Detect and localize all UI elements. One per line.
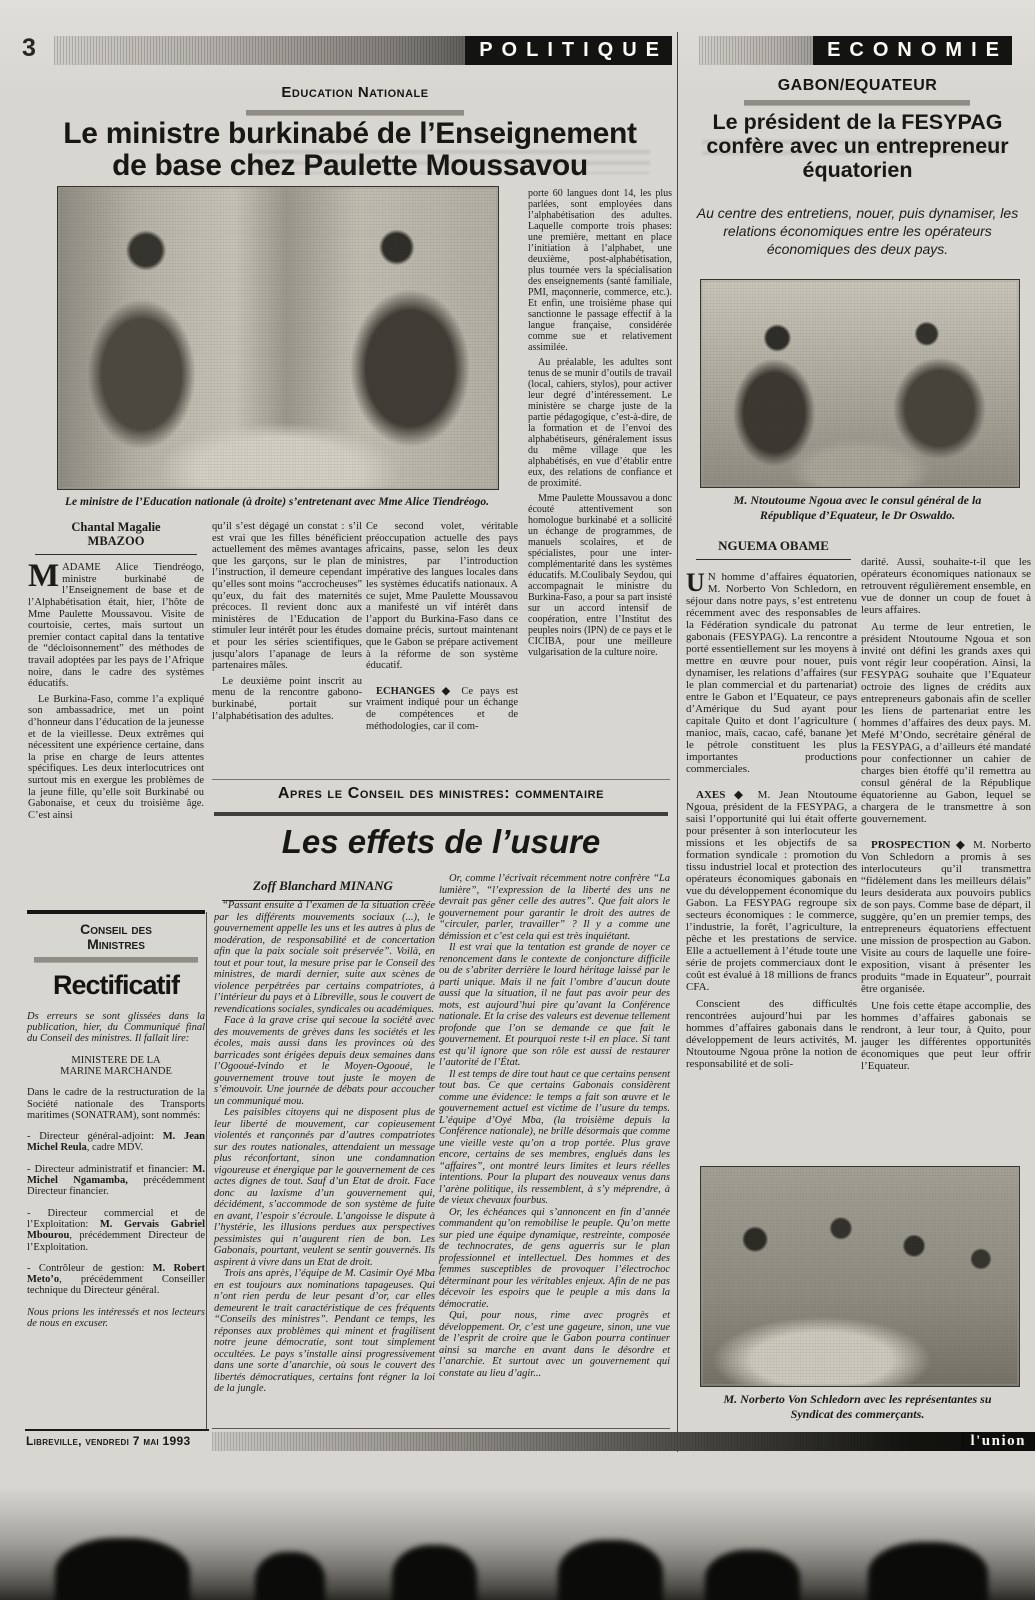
page-number: 3 [22, 34, 36, 62]
commentary-kicker-rule [214, 812, 668, 816]
article-paragraph: Les paisibles citoyens qui ne disposent plus de leur liberté de mouvement, car copieusement violentés et rançonnés par d’autres compatriotes sur des routes nationales, attendaient un message plus réconfortant, sinon une condamnation vigoureuse et énergique par le gouvernement de ces actes dignes de tout. Sauf d’un Etat de droit. Face donc au laxisme d’un gouvernement qui, décidément, s’accommode de son système de fuite en avant, l’espoir s’écroule. L’angoisse le dispute à l’hystérie, les illusions perdues aux perspectives pessimistes qui n’augurent rien de bon. Les Gabonais, pourtant, veulent se sentir gouvernés. Ils aspirent à vivre dans un Etat de droit. [214, 1107, 435, 1268]
article-paragraph: AXES ◆ M. Jean Ntoutoume Ngoua, président de la FESYPAG, a saisi l’opportunité qui lui était offerte pour présenter à son interlocuteur les missions et les objectifs de sa formation syndicale : promotion du tissu industriel local et protection des opérateurs économiques gabonais en vue du développement économique du Gabon. La FESYPAG regroupe six secteurs économiques : le commerce, l’industrie, la forêt, l’agriculture, la pêche et les prestations de service. Elle a actuellement à l’étude toute une série de projets commerciaux dont le coût est évalué à 18 millions de francs CFA. [686, 789, 857, 993]
article-paragraph: Nous prions les intéressés et nos lecteurs de nous en excuser. [27, 1306, 205, 1330]
fesypag-byline: NGUEMA OBAME [696, 538, 851, 560]
education-column-1 [28, 520, 204, 821]
article-paragraph: Le deuxième point inscrit au menu de la rencontre gabono-burkinabé, portait sur l’alphabétisation des adultes. [212, 675, 362, 722]
photo-fesypag-meeting [700, 279, 1020, 488]
fesypag-headline-line2: confère avec un entrepreneur [706, 134, 1009, 159]
commentary-column-b [439, 873, 670, 1379]
education-column-2 [212, 521, 362, 722]
article-paragraph: porte 60 langues dont 14, les plus parlées, sont employées dans l’alphabétisation des adultes. Laquelle comporte trois phases: une première, mettant en place l’initiation à l’alphabet, une deuxième, post-alphabétisation, plus tournée vers la spécialisation des enseignements (santé familiale, PMI, maçonnerie, commerce, etc.). Et enfin, une troisième phase qui sanctionne le passage effectif à la langue française, considérée comme sue et relativement assimilée. [528, 188, 672, 353]
footer-date: Libreville, vendredi 7 mai 1993 [26, 1434, 191, 1448]
paragraph-lead-word: AXES ◆ [696, 789, 749, 801]
section-divider-line [677, 32, 678, 1452]
commentary-kicker: Apres le Conseil des ministres: commentaire [277, 785, 605, 802]
economie-section-bar [699, 36, 1012, 65]
article-paragraph: U N homme d’affaires équatorien, M. Norberto Von Schledorn, en séjour dans notre pays, s’est entretenu récemment avec des responsables de la Fédération syndicale du patronat gabonais (FESYPAG). La rencontre a porté essentiellement sur les moyens à mettre en œuvre pour nouer, puis dynamiser, les relations d’affaires (sur le plan commercial et du partenariat) entre le Gabon et l’Equateur, ce pays d’Amérique du Sud ayant pour capitale Quito et dont l’agriculture ( manioc, maïs, cacao, café, banane )et le pétrole constituent les plus importantes productions commerciales. [686, 568, 857, 775]
education-headline-line2: de base chez Paulette Moussavou [112, 149, 588, 183]
education-headline [28, 118, 672, 183]
scan-artifact-blob [392, 1545, 477, 1600]
photo-syndicat-group [700, 1166, 1020, 1387]
rectificatif-kicker-rule [34, 957, 198, 962]
fesypag-kicker: GABON/EQUATEUR [777, 77, 938, 94]
dropcap-letter: U [686, 568, 705, 597]
commentary-title: Les effets de l’usure [281, 823, 601, 860]
education-kicker: Education Nationale [281, 84, 429, 101]
appointee-name: M. Jean Michel Reula [27, 1131, 205, 1154]
article-paragraph: Trois ans après, l’équipe de M. Casimir Oyé Mba en est toujours aux nominations tapageuses. Qui n’ont rien perdu de leur pesant d’or, car elles demeurent le trait caractéristique de ces fréquents “Conseils des ministres”. Pendant ce temps, les réponses aux problèmes qui minent et fragilisent notre jeune démocratie, sont tout simplement occultées. Le pays s’installe ainsi progressivement dans une sorte d’anarchie, où sous le couvert des libertés démocratiques, certains font régner la loi de la jungle. [214, 1268, 435, 1394]
masthead-bar [212, 1432, 1035, 1451]
article-paragraph: Dans le cadre de la restructuration de la Société nationale des Transports maritimes (SONATRAM), sont nommés: [27, 1087, 205, 1121]
scan-artifact-blob [55, 1538, 190, 1600]
rectificatif-kicker-line2: Ministres [87, 936, 145, 953]
commentary-bottom-rule [212, 1428, 670, 1429]
scan-artifact-blob [705, 1550, 800, 1600]
education-photo-caption: Le ministre de l’Education nationale (à droite) s’entretenant avec Mme Alice Tiendréogo. [65, 496, 489, 508]
article-paragraph: Ds erreurs se sont glissées dans la publication, hier, du Communiqué final du Conseil des ministres. Il fallait lire: [27, 1010, 205, 1045]
ministry-name: MINISTERE DE LA MARINE MARCHANDE [60, 1054, 172, 1077]
scan-artifact-blob [868, 1542, 988, 1600]
article-paragraph: Or, les échéances qui s’annoncent en fin d’année commandent qu’on remobilise le peuple. Qu’on mette sur pied une équipe dynamique, restreinte, composée de technocrates, de gens aguerris sur le plan professionnel et intellectuel. Des hommes et des femmes susceptibles de provoquer l’électrochoc déterminant pour les véritables enjeux. Afin de ne pas décevoir les espoirs que le peuple a mis dans la démocratie. [439, 1206, 670, 1310]
paragraph-lead-word: ECHANGES ◆ [376, 685, 455, 697]
appointment-item: - Directeur commercial et de l’Exploitation: M. Gervais Gabriel Mbourou, précédemment Directeur de l’Exploitation. [27, 1207, 205, 1253]
commentary-top-rule [212, 779, 670, 780]
politique-section-bar [54, 36, 672, 65]
dropcap-letter: M [28, 558, 60, 595]
fesypag-kicker-rule [744, 100, 970, 105]
commentary-column-a [214, 900, 435, 1395]
appointee-name: M. Robert Meto’o [27, 1262, 205, 1286]
sidebar-divider-line [206, 912, 207, 1429]
rectificatif-article [27, 910, 205, 1336]
article-paragraph: Qui, pour nous, rime avec progrès et développement. Or, c’est une gageure, sinon, une vue de l’esprit de croire que le Gabon pourra continuer ainsi sa marche en avant dans le désordre et l’anarchie. Et surtout avec un gouvernement qui constate au lieu d’agir... [439, 1310, 670, 1379]
article-paragraph: Une fois cette étape accomplie, des hommes d’affaires gabonais se rendront, à leur tour, à Quito, pour jauger les différentes opportunités économiques que peut leur offrir l’Equateur. [861, 1000, 1031, 1072]
paragraph-lead-word: PROSPECTION ◆ [871, 839, 968, 851]
education-headline-line1: Le ministre burkinabé de l’Enseignement [63, 117, 637, 150]
appointee-name: M. Michel Ngamamba, [27, 1163, 205, 1187]
fesypag-headline-line1: Le président de la FESYPAG [712, 110, 1003, 134]
article-paragraph: darité. Aussi, souhaite-t-il que les opérateurs économiques nationaux se retrouvent régulièrement ensemble, en vue de donner un coup de fouet à leurs affaires. [861, 556, 1031, 616]
fesypag-photo2-caption: M. Norberto Von Schledorn avec les représentantes su Syndicat des commerçants. [723, 1392, 992, 1421]
article-paragraph: Au préalable, les adultes sont tenus de se munir d’outils de travail (local, cahiers, stylos), pour activer leur degré d’intéressement. Le ministère se charge juste de la partie pédagogique, c’est-à-dire, de la formation et de l’envoi des alphabétiseurs, généralement issus du même village que les alphabétisés, en vue d’établir entre eux, des relations de confiance et de proximité. [528, 357, 672, 489]
fesypag-headline-line3: équatorien [802, 158, 913, 183]
article-paragraph: Le Burkina-Faso, comme l’a expliqué son ambassadrice, met un point d’honneur dans l’éducation de la jeunesse et de la vieillesse. Deux extrêmes qui nécessitent une expérience certaine, dans la prise en charge de leurs attentes spécifiques. Les deux interlocutrices ont surtout mis en exergue les problèmes de la jeune fille, qu’elle soit Burkinabé ou Gabonaise, et ceux du troisième âge. C’est ainsi [28, 693, 204, 821]
appointment-item: - Contrôleur de gestion: M. Robert Meto’o, précédemment Conseiller technique du Directeur général. [27, 1262, 205, 1297]
fesypag-column-a [686, 568, 857, 1070]
masthead-logo: l'union [961, 1432, 1035, 1451]
rectificatif-kicker-line1: Conseil des [80, 921, 152, 937]
fesypag-lede: Au centre des entretiens, nouer, puis dynamiser, les relations économiques entre les opérateurs économiques des deux pays. [696, 205, 1019, 257]
fesypag-photo1-caption: M. Ntoutoume Ngoua avec le consul général de la République d’Equateur, le Dr Oswaldo. [733, 493, 982, 522]
rectificatif-kicker [27, 922, 205, 953]
education-byline [28, 520, 204, 555]
scan-artifact-blob [255, 1552, 325, 1600]
fesypag-headline [687, 110, 1028, 182]
appointment-item: - Directeur général-adjoint: M. Jean Michel Reula, cadre MDV. [27, 1131, 205, 1154]
article-paragraph: Ce second volet, véritable préoccupation actuelle des pays africains, passe, selon les deux ministres, par l’introduction impérative des langues locales dans les systèmes éducatifs nationaux. A ce sujet, Mme Paulette Moussavou a manifesté un vif intérêt dans l’apport du Burkina-Faso dans ce domaine précis, surtout maintenant que le Gabon se prépare activement à la réforme de son système éducatif. [366, 521, 518, 672]
article-paragraph: Or, comme l’écrivait récemment notre confrère “La lumière”, “l’expression de la liberté des uns ne devrait pas gêner celle des autres”. Que fait alors le gouvernement pour garantir le droit des autres de “circuler, parler, travailler” ? Il y a comme une démission et c’est cela qui est très inquiétant. [439, 873, 670, 942]
footer-date-rule [25, 1429, 209, 1431]
commentary-byline: Zoff Blanchard MINANG [222, 878, 424, 901]
article-paragraph: Mme Paulette Moussavou a donc écouté attentivement son homologue burkinabé et a sollicité un échange de programmes, de manuels scolaires, et de spécialistes, pour une inter-complémentarité dans les systèmes éducatifs. M.Coulibaly Seydou, qui accompagnait le ministre du Burkina-Faso, a pour sa part insisté sur un accord intensif de coopération, entre l’Institut des peuples noirs (IPN) de ce pays et le CICIBA, pour une meilleure vulgarisation de la culture noire. [528, 493, 672, 658]
rectificatif-title: Rectificatif [52, 969, 180, 1000]
education-byline-line1: Chantal Magalie [71, 520, 161, 534]
education-column-3 [366, 521, 518, 732]
education-column-4 [528, 188, 672, 658]
commentary-article [212, 779, 670, 1431]
article-paragraph: Il est vrai que la tentation est grande de noyer ce renoncement dans le contexte de conjoncture difficile ou de s’abriter derrière le lourd héritage laissé par le parti unique. Mais il ne fait l’ombre d’aucun doute aussi que la situation, il ne faut pas avoir peur des mots, est aujourd’hui pire qu’avant la Conférence nationale. Et la crise des valeurs est devenue tellement profonde que l’on se demande ce que fait le gouvernement. Et pourquoi reste t-il en place. Si tant est qu’il ignore que son rôle est aussi de restaurer l’autorité de l’État. [439, 942, 670, 1068]
education-byline-line2: MBAZOO [87, 534, 145, 549]
appointment-item: - Directeur administratif et financier: M. Michel Ngamamba, précédemment Directeur financier. [27, 1163, 205, 1198]
article-paragraph: Au terme de leur entretien, le président Ntoutoume Ngoua et son invité ont défini les grands axes qui vont régir leur coopération. Ainsi, la FESYPAG souhaite que l’Equateur octroie des lignes de crédits aux entrepreneurs gabonais afin de sceller les liens de partenariat entre les hommes d’affaires des deux pays. M. Mefé M’Ondo, secrétaire général de la FESYPAG, a d’ailleurs été mandaté pour confectionner un cahier de charges bien étoffé qu’il remettra au consul général de la République équatorienne au Gabon, lequel se chargera de le transmettre à son gouvernement. [861, 621, 1031, 825]
article-paragraph: “Passant ensuite à l’examen de la situation créée par les différents mouvements sociaux (...), le gouvernement appelle les uns et les autres à plus de modération, de responsabilité et de concertation afin que la paix sociale soit préservée”. Voilà, en tout et pour tout, la mesure prise par le Conseil des ministres, de mardi dernier, suite aux scènes de violence perpétrées par certains compatriotes, à l’intérieur du pays et à Libreville, sous le couvert de revendications sociales, syndicales ou académiques. [214, 900, 435, 1015]
education-kicker-rule [246, 110, 464, 115]
scan-artifact-blob [558, 1540, 663, 1600]
article-paragraph: Conscient des difficultés rencontrées aujourd’hui par les hommes d’affaires gabonais dans le développement de leurs activités, M. Ntoutoume Ngoua prône la notion de responsabilité et de soli- [686, 998, 857, 1070]
article-paragraph: ECHANGES ◆ Ce pays est vraiment indiqué pour un échange de compétences et de méthodologies, car il com- [366, 685, 518, 732]
byline-rule [35, 554, 197, 556]
politique-section-label: POLITIQUE [465, 36, 672, 65]
sidebar-top-rule [27, 910, 205, 914]
economie-section-label: ECONOMIE [813, 36, 1012, 65]
article-paragraph: MADAME Alice Tiendréogo, ministre burkinabé de l’Enseignement de base et de l’Alphabétisation était, hier, l’hôte de Mme Paulette Moussavou. Visite de courtoisie, certes, mais surtout un premier contact capital dans la tentative de “décloisonnement” des méthodes de travail adoptées par les pays de l’Afrique noire, dans le cadre des systèmes éducatifs. [28, 558, 204, 690]
photo-ministers-meeting [57, 186, 499, 490]
article-paragraph: Face à la grave crise qui secoue la société avec des mouvements de grèves dans les sociétés et les écoles, mais aussi dans les provinces où des barricades sont érigées depuis deux semaines dans l’Ogooué-Ivindo et le Moyen-Ogooué, le gouvernement trouve tout juste le moyen de s’émouvoir. Une journée de débats pour accoucher un communiqué mou. [214, 1015, 435, 1107]
article-paragraph: Il est temps de dire tout haut ce que certains pensent tout bas. Ce que certains Gabonais considèrent comme une évidence: le temps a fait son œuvre et le gouvernement actuel est victime de l’usure du temps. L’équipe d’Oyé Mba, (la troisième depuis la Conférence nationale), ne brille désormais que comme une vieille veste qu’on a trop portée. Plus grave encore, certains de ses membres, englués dans les “affaires”, ont montré leurs limites et leurs réelles intentions. Pour la plupart des nouveaux venus dans l’arène politique, ils ressemblent, à s’y méprendre, à de vieux chevaux fourbus. [439, 1068, 670, 1206]
appointee-name: M. Gervais Gabriel Mbourou [27, 1218, 205, 1242]
fesypag-column-b [861, 556, 1031, 1072]
rectificatif-body [27, 1011, 205, 1330]
article-paragraph: qu’il s’est dégagé un constat : s’il est vrai que les filles bénéficient actuellement des mêmes avantages que les garçons, sur le plan de l’instruction, il demeure cependant qu’elles sont moins “accrocheuses” qu’eux, du fait des maternités précoces. Il revient donc aux ministères de l’Education de stimuler leur intérêt pour les études et pour les séries scientifiques, jusqu’alors l’apanage de leurs partenaires mâles. [212, 521, 362, 672]
article-paragraph: PROSPECTION ◆ M. Norberto Von Schledorn a promis à ses interlocuteurs qu’il transmettra “fidèlement dans les meilleurs délais” leurs desiderata aux pouvoirs publics de son pays. Comme base de départ, il suggère, qu’en un premier temps, des entrepreneurs équatoriens effectuent une mission de prospection au Gabon. Visite au cours de laquelle une foire-exposition, visant à présenter les produits “made in Equateur”, pourrait être organisée. [861, 839, 1031, 995]
